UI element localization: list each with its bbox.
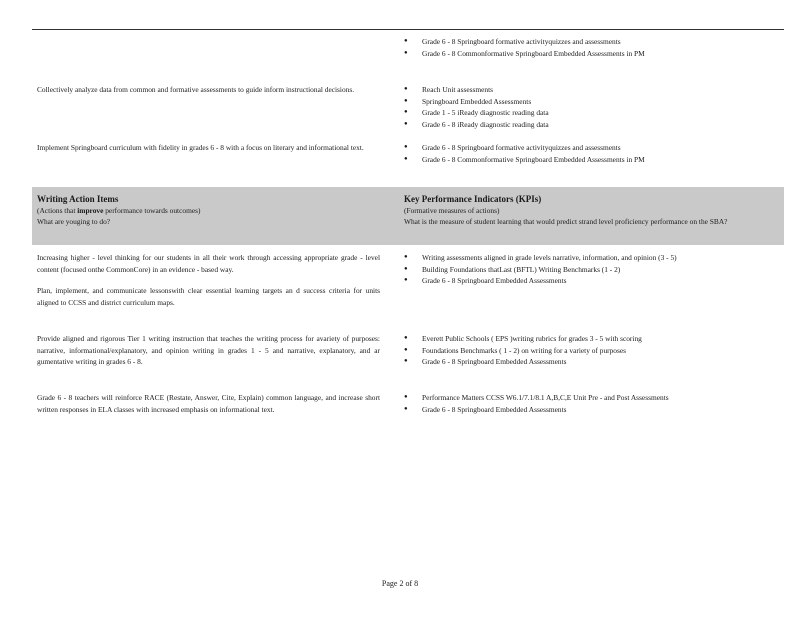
- subtitle-text: (Actions that: [37, 206, 78, 215]
- paragraph: Grade 6 - 8 teachers will reinforce RACE (Restate, Answer, Cite, Explain) common language, and increase short written responses in ELA classes with increased emphasis on informational text.: [37, 393, 380, 414]
- action-cell: [37, 392, 380, 425]
- kpi-list: [404, 36, 764, 59]
- list-item: ● Reach Unit assessments: [404, 84, 764, 96]
- subtitle-text: performance towards outcomes): [103, 206, 201, 215]
- kpi-list: [404, 142, 764, 165]
- list-item: ● Grade 1 - 5 iReady diagnostic reading data: [404, 107, 764, 119]
- paragraph: Provide aligned and rigorous Tier 1 writing instruction that teaches the writing process for avariety of purposes: narrative, informational/explanatory, and opinion writing in grades 1 - 5 and narrative, explanatory, and ar gumentative writing in grades 6 - 8.: [37, 334, 380, 366]
- action-cell: Implement Springboard curriculum with fidelity in grades 6 - 8 with a focus on literary and informational text.: [37, 143, 364, 152]
- list-item: ● Grade 6 - 8 iReady diagnostic reading data: [404, 119, 764, 131]
- section-question: What is the measure of student learning that would predict strand level proficiency performance on the SBA?: [404, 217, 728, 226]
- page-number: Page 2 of 8: [381, 579, 419, 588]
- action-cell: [37, 333, 380, 378]
- list-item: ● Foundations Benchmarks ( 1 - 2) on writing for a variety of purposes: [404, 345, 764, 357]
- action-cell: [37, 252, 380, 318]
- section-question: What are youging to do?: [37, 217, 111, 226]
- section-header-band: [32, 187, 784, 245]
- list-item: ● Grade 6 - 8 Springboard Embedded Assessments: [404, 275, 764, 287]
- list-item: ● Grade 6 - 8 Springboard formative activityquizzes and assessments: [404, 142, 764, 154]
- subtitle-emphasis: improve: [77, 206, 104, 215]
- kpi-list: [404, 392, 764, 415]
- paragraph: Plan, implement, and communicate lessonswith clear essential learning targets an d success criteria for units aligned to CCSS and district curriculum maps.: [37, 286, 380, 307]
- kpi-list: [404, 333, 764, 368]
- list-item: ● Everett Public Schools ( EPS )writing rubrics for grades 3 - 5 with scoring: [404, 333, 764, 345]
- section-title: Writing Action Items: [37, 194, 119, 204]
- writing-action-header: [37, 193, 380, 227]
- top-rule: [32, 29, 784, 30]
- section-subtitle: [37, 205, 380, 216]
- list-item: ● Grade 6 - 8 Springboard Embedded Assessments: [404, 404, 764, 416]
- list-item: ● Writing assessments aligned in grade levels narrative, information, and opinion (3 - 5): [404, 252, 764, 264]
- paragraph: Increasing higher - level thinking for our students in all their work through accessing appropriate grade - level content (focused onthe CommonCore) in an evidence - based way.: [37, 253, 380, 274]
- section-subtitle: (Formative measures of actions): [404, 206, 500, 215]
- list-item: ● Performance Matters CCSS W6.1/7.1/8.1 A,B,C,E Unit Pre - and Post Assessments: [404, 392, 764, 404]
- kpi-header: [404, 193, 764, 227]
- list-item: ● Building Foundations thatLast (BFTL) Writing Benchmarks (1 - 2): [404, 264, 764, 276]
- kpi-list: [404, 84, 764, 130]
- list-item: ● Grade 6 - 8 Commonformative Springboard Embedded Assessments in PM: [404, 154, 764, 166]
- list-item: ● Grade 6 - 8 Commonformative Springboard Embedded Assessments in PM: [404, 48, 764, 60]
- list-item: ● Springboard Embedded Assessments: [404, 96, 764, 108]
- list-item: ● Grade 6 - 8 Springboard Embedded Assessments: [404, 356, 764, 368]
- list-item: ● Grade 6 - 8 Springboard formative activityquizzes and assessments: [404, 36, 764, 48]
- section-title: Key Performance Indicators (KPIs): [404, 194, 542, 204]
- kpi-list: [404, 252, 764, 287]
- action-cell: Collectively analyze data from common and formative assessments to guide inform instructional decisions.: [37, 85, 355, 94]
